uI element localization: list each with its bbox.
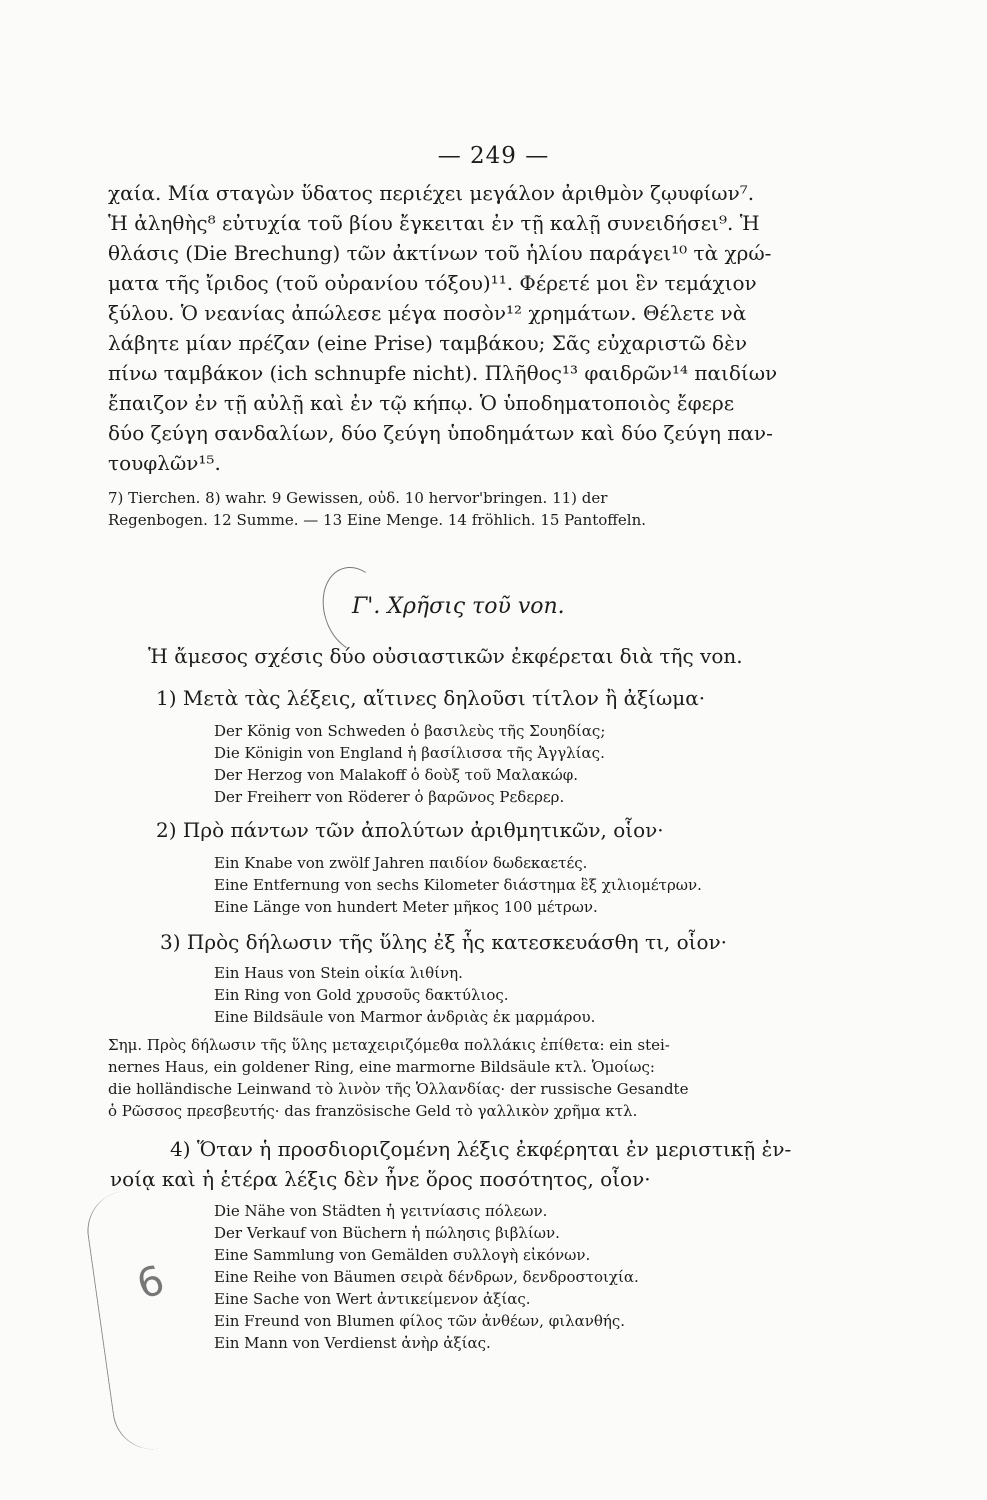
rule-3: 3) Πρὸς δήλωσιν τῆς ὕλης ἐξ ἧς κατεσκευάσθη τι, οἷον· [160,930,728,954]
example-line: Der König von Schweden ὁ βασιλεὺς τῆς Σουηδίας; [214,722,606,740]
footnote-line: 7) Tierchen. 8) wahr. 9 Gewissen, οὐδ. 10 hervor'bringen. 11) der [108,489,608,507]
section-title: Γ'. Χρῆσις τοῦ von. [352,594,565,619]
text-line: χαία. Μία σταγὼν ὕδατος περιέχει μεγάλον ἀριθμὸν ζῳυφίων⁷. [108,181,755,205]
example-line: Eine Sache von Wert ἀντικείμενον ἀξίας. [214,1290,531,1308]
text-line: ἔπαιζον ἐν τῇ αὐλῇ καὶ ἐν τῷ κήπῳ. Ὁ ὑποδηματοποιὸς ἔφερε [108,391,735,415]
example-line: Eine Länge von hundert Meter μῆκος 100 μέτρων. [214,898,598,916]
rule-line: 4) Ὅταν ἡ προσδιοριζομένη λέξις ἐκφέρηται ἐν μεριστικῇ ἐν- [170,1137,792,1161]
example-line: Die Königin von England ἡ βασίλισσα τῆς Ἀγγλίας. [214,744,605,762]
footnotes [108,487,798,531]
examples-3 [214,962,595,1028]
text-line: θλάσις (Die Brechung) τῶν ἀκτίνων τοῦ ἡλίου παράγει¹⁰ τὰ χρώ- [108,241,772,265]
example-line: Ein Freund von Blumen φίλος τῶν ἀνθέων, φιλανθής. [214,1312,626,1330]
note-line: ὁ Ρῶσσος πρεσβευτής· das französische Geld τὸ γαλλικὸν χρῆμα κτλ. [108,1102,638,1120]
text-line: τουφλῶν¹⁵. [108,451,221,475]
note-block [108,1034,808,1122]
example-line: Ein Knabe von zwölf Jahren παιδίον δωδεκαετές. [214,854,588,872]
examples-1 [214,720,605,808]
text-line: Ἡ ἀληθὴς⁸ εὐτυχία τοῦ βίου ἔγκειται ἐν τῇ καλῇ συνειδήσει⁹. Ἡ [108,211,760,235]
text-line: ξύλου. Ὁ νεανίας ἀπώλεσε μέγα ποσὸν¹² χρημάτων. Θέλετε νὰ [108,301,747,325]
text-line: ματα τῆς ἴριδος (τοῦ οὐρανίου τόξου)¹¹. Φέρετέ μοι ἓν τεμάχιον [108,271,757,295]
example-line: Eine Bildsäule von Marmor ἀνδριὰς ἐκ μαρμάρου. [214,1008,596,1026]
example-line: Ein Haus von Stein οἰκία λιθίνη. [214,964,463,982]
intro-sentence: Ἡ ἄμεσος σχέσις δύο οὐσιαστικῶν ἐκφέρεται διὰ τῆς von. [148,644,743,668]
rule-1: 1) Μετὰ τὰς λέξεις, αἵτινες δηλοῦσι τίτλον ἢ ἀξίωμα· [156,686,706,710]
example-line: Eine Entfernung von sechs Kilometer διάστημα ἓξ χιλιομέτρων. [214,876,702,894]
example-line: Der Verkauf von Büchern ἡ πώλησις βιβλίων. [214,1224,560,1242]
text-line: δύο ζεύγη σανδαλίων, δύο ζεύγη ὑποδημάτων καὶ δύο ζεύγη παν- [108,421,773,445]
pencil-margin-number: 6 [131,1257,170,1309]
text-line: λάβητε μίαν πρέζαν (eine Prise) ταμβάκου; Σᾶς εὐχαριστῶ δὲν [108,331,747,355]
note-line: die holländische Leinwand τὸ λινὸν τῆς Ὁλλανδίας· der russische Gesandte [108,1080,689,1098]
example-line: Die Nähe von Städten ἡ γειτνίασις πόλεων. [214,1202,548,1220]
pencil-bracket-mark [82,1186,198,1455]
rule-4 [110,1134,800,1194]
body-paragraph [108,178,798,478]
example-line: Eine Sammlung von Gemälden συλλογὴ εἰκόνων. [214,1246,591,1264]
example-line: Eine Reihe von Bäumen σειρὰ δένδρων, δενδροστοιχία. [214,1268,639,1286]
rule-2: 2) Πρὸ πάντων τῶν ἀπολύτων ἀριθμητικῶν, οἷον· [156,818,664,842]
text-line: πίνω ταμβάκον (ich schnupfe nicht). Πλῆθος¹³ φαιδρῶν¹⁴ παιδίων [108,361,778,385]
example-line: Ein Mann von Verdienst ἀνὴρ ἀξίας. [214,1334,491,1352]
rule-line: νοίᾳ καὶ ἡ ἑτέρα λέξις δὲν ἦνε ὅρος ποσότητος, οἷον· [110,1167,651,1191]
note-line: Σημ. Πρὸς δήλωσιν τῆς ὕλης μεταχειριζόμεθα πολλάκις ἐπίθετα: ein stei- [108,1036,670,1054]
footnote-line: Regenbogen. 12 Summe. — 13 Eine Menge. 14 fröhlich. 15 Pantoffeln. [108,511,647,529]
example-line: Der Freiherr von Röderer ὁ βαρῶνος Ρεδερερ. [214,788,565,806]
example-line: Der Herzog von Malakoff ὁ δοὺξ τοῦ Μαλακώφ. [214,766,579,784]
examples-2 [214,852,702,918]
example-line: Ein Ring von Gold χρυσοῦς δακτύλιος. [214,986,509,1004]
note-line: nernes Haus, ein goldener Ring, eine marmorne Bildsäule κτλ. Ὁμοίως: [108,1058,655,1076]
page-number: — 249 — [437,143,550,169]
examples-4 [214,1200,639,1354]
